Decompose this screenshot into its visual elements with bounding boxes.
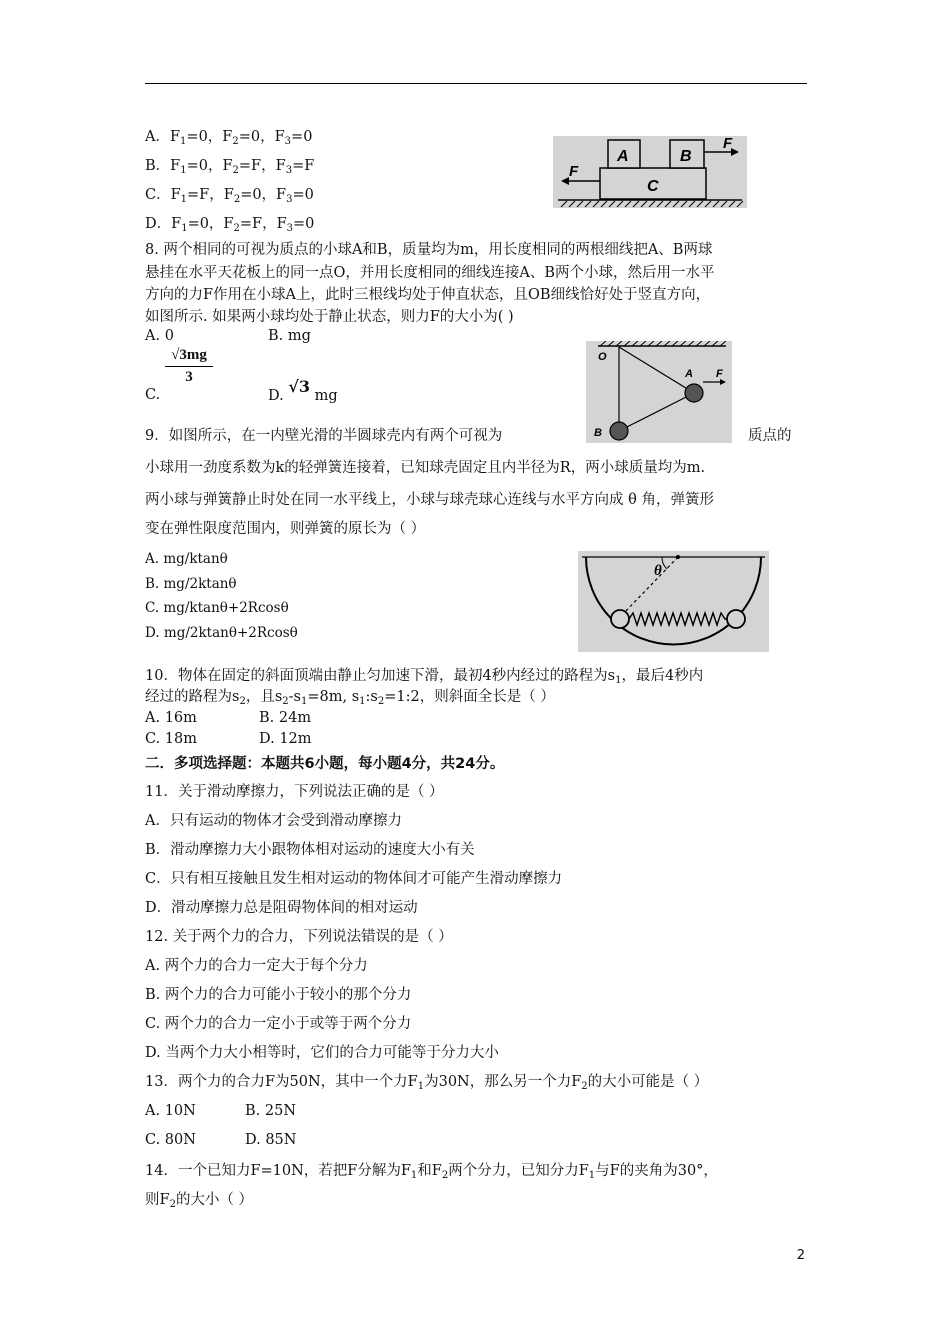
fig8-label-a: A — [685, 368, 693, 380]
figure-two-balls — [586, 341, 732, 443]
q11-option-b: B．滑动摩擦力大小跟物体相对运动的速度大小有关 — [145, 842, 475, 858]
q10-option-d: D. 12m — [259, 731, 312, 747]
q12-option-b: B. 两个力的合力可能小于较小的那个分力 — [145, 987, 412, 1003]
q8-line-1: 8. 两个相同的可视为质点的小球A和B，质量均为m，用长度相同的两根细线把A、B两球 — [145, 242, 713, 258]
fig7-label-c: C — [647, 178, 659, 195]
fig7-label-f-left: F — [569, 163, 579, 180]
q8-option-d: D. √3 mg — [268, 377, 338, 404]
q10-option-c: C. 18m — [145, 731, 197, 747]
q11-stem: 11．关于滑动摩擦力，下列说法正确的是（ ） — [145, 784, 444, 800]
q7-option-a: A．$F_1=0$，$F_2=0$，$F_3=0$ — [145, 129, 313, 147]
q12-option-d: D. 当两个力大小相等时，它们的合力可能等于分力大小 — [145, 1045, 499, 1061]
q11-option-a: A．只有运动的物体才会受到滑动摩擦力 — [145, 813, 402, 829]
q10-option-a: A. 16m — [145, 710, 197, 726]
q7-option-b: B．$F_1=0$，$F_2=F$，$F_3=F$ — [145, 158, 315, 176]
q10-option-b: B. 24m — [259, 710, 312, 726]
q9-option-a: A. mg/ktanθ — [145, 551, 228, 567]
q7-option-c: C．$F_1=F$，$F_2=0$，$F_3=0$ — [145, 187, 314, 205]
q13-option-b: B. 25N — [245, 1103, 297, 1119]
header-rule — [145, 83, 807, 84]
figure-hemisphere-spring — [578, 551, 769, 652]
fig7-label-b: B — [680, 148, 692, 165]
q9-option-d: D. mg/2ktanθ+2Rcosθ — [145, 625, 298, 641]
theta-label: θ — [654, 563, 662, 579]
q12-option-c: C. 两个力的合力一定小于或等于两个分力 — [145, 1016, 412, 1032]
q12-stem: 12. 关于两个力的合力，下列说法错误的是（ ） — [145, 929, 453, 945]
q12-option-a: A. 两个力的合力一定大于每个分力 — [145, 958, 368, 974]
q9-line-2: 小球用一劲度系数为k的轻弹簧连接着，已知球壳固定且内半径为R，两小球质量均为m. — [145, 460, 706, 476]
fig7-label-a: A — [617, 148, 629, 165]
fig8-label-f: F — [716, 368, 723, 380]
q9-line-3: 两小球与弹簧静止时处在同一水平线上，小球与球壳球心连线与水平方向成 θ 角，弹簧形 — [145, 492, 714, 508]
ball-a — [685, 384, 703, 402]
fraction-denominator: 3 — [185, 369, 193, 385]
ball-b — [610, 422, 628, 440]
fraction-numerator: √3mg — [171, 347, 207, 363]
right-ball — [727, 610, 745, 628]
q13-stem: 13．两个力的合力F为50N，其中一个力$F_1$为30N，那么另一个力$F_2$的大小可能是（ ） — [145, 1074, 709, 1092]
q8-line-3: 方向的力F作用在小球A上，此时三根线均处于伸直状态，且OB细线恰好处于竖直方向， — [145, 287, 711, 303]
q8-option-a: A. 0 — [145, 328, 174, 344]
q9-line-1b: 质点的 — [748, 428, 792, 444]
fig8-label-o: O — [598, 351, 607, 363]
figure-blocks-abc — [553, 136, 747, 208]
q8-option-c-label: C. — [145, 387, 161, 403]
q13-option-d: D. 85N — [245, 1132, 297, 1148]
left-ball — [611, 610, 629, 628]
q9-option-b: B. mg/2ktanθ — [145, 576, 237, 592]
q8-line-2: 悬挂在水平天花板上的同一点O，并用长度相同的细线连接A、B两个小球，然后用一水平 — [145, 265, 715, 281]
q9-option-c: C. mg/ktanθ+2Rcosθ — [145, 600, 289, 616]
q8-option-b: B. mg — [268, 328, 311, 344]
q7-option-d: D．$F_1=0$，$F_2=F$，$F_3=0$ — [145, 216, 315, 234]
q11-option-d: D．滑动摩擦力总是阻碍物体间的相对运动 — [145, 900, 418, 916]
q11-option-c: C．只有相互接触且发生相对运动的物体间才可能产生滑动摩擦力 — [145, 871, 563, 887]
q8-option-c-fraction — [165, 347, 213, 386]
q8-line-4: 如图所示. 如果两小球均处于静止状态，则力F的大小为( ) — [145, 309, 514, 325]
fig8-label-b: B — [594, 427, 602, 439]
page-number: 2 — [796, 1248, 805, 1263]
fig7-label-f-right: F — [723, 136, 733, 152]
q9-line-1a: 9．如图所示，在一内壁光滑的半圆球壳内有两个可视为 — [145, 428, 503, 444]
q14-line-1: 14．一个已知力F=10N，若把F分解为$F_1$和$F_2$两个分力，已知分力$F_1$与F的夹角为30°， — [145, 1163, 718, 1181]
q13-option-a: A. 10N — [145, 1103, 196, 1119]
q14-line-2: 则$F_2$的大小（ ） — [145, 1192, 254, 1210]
q13-option-c: C. 80N — [145, 1132, 196, 1148]
q10-line-1: 10．物体在固定的斜面顶端由静止匀加速下滑，最初4秒内经过的路程为$s_1$，最后4秒内 — [145, 668, 704, 686]
section-heading-multiple-choice: 二．多项选择题：本题共6小题，每小题4分，共24分。 — [145, 756, 505, 772]
q10-line-2: 经过的路程为$s_2$，且$s_2-s_1=8m$, $s_1:s_2=1:2$，则斜面全长是（ ） — [145, 689, 555, 707]
q9-line-4: 变在弹性限度范围内，则弹簧的原长为（ ） — [145, 521, 426, 537]
